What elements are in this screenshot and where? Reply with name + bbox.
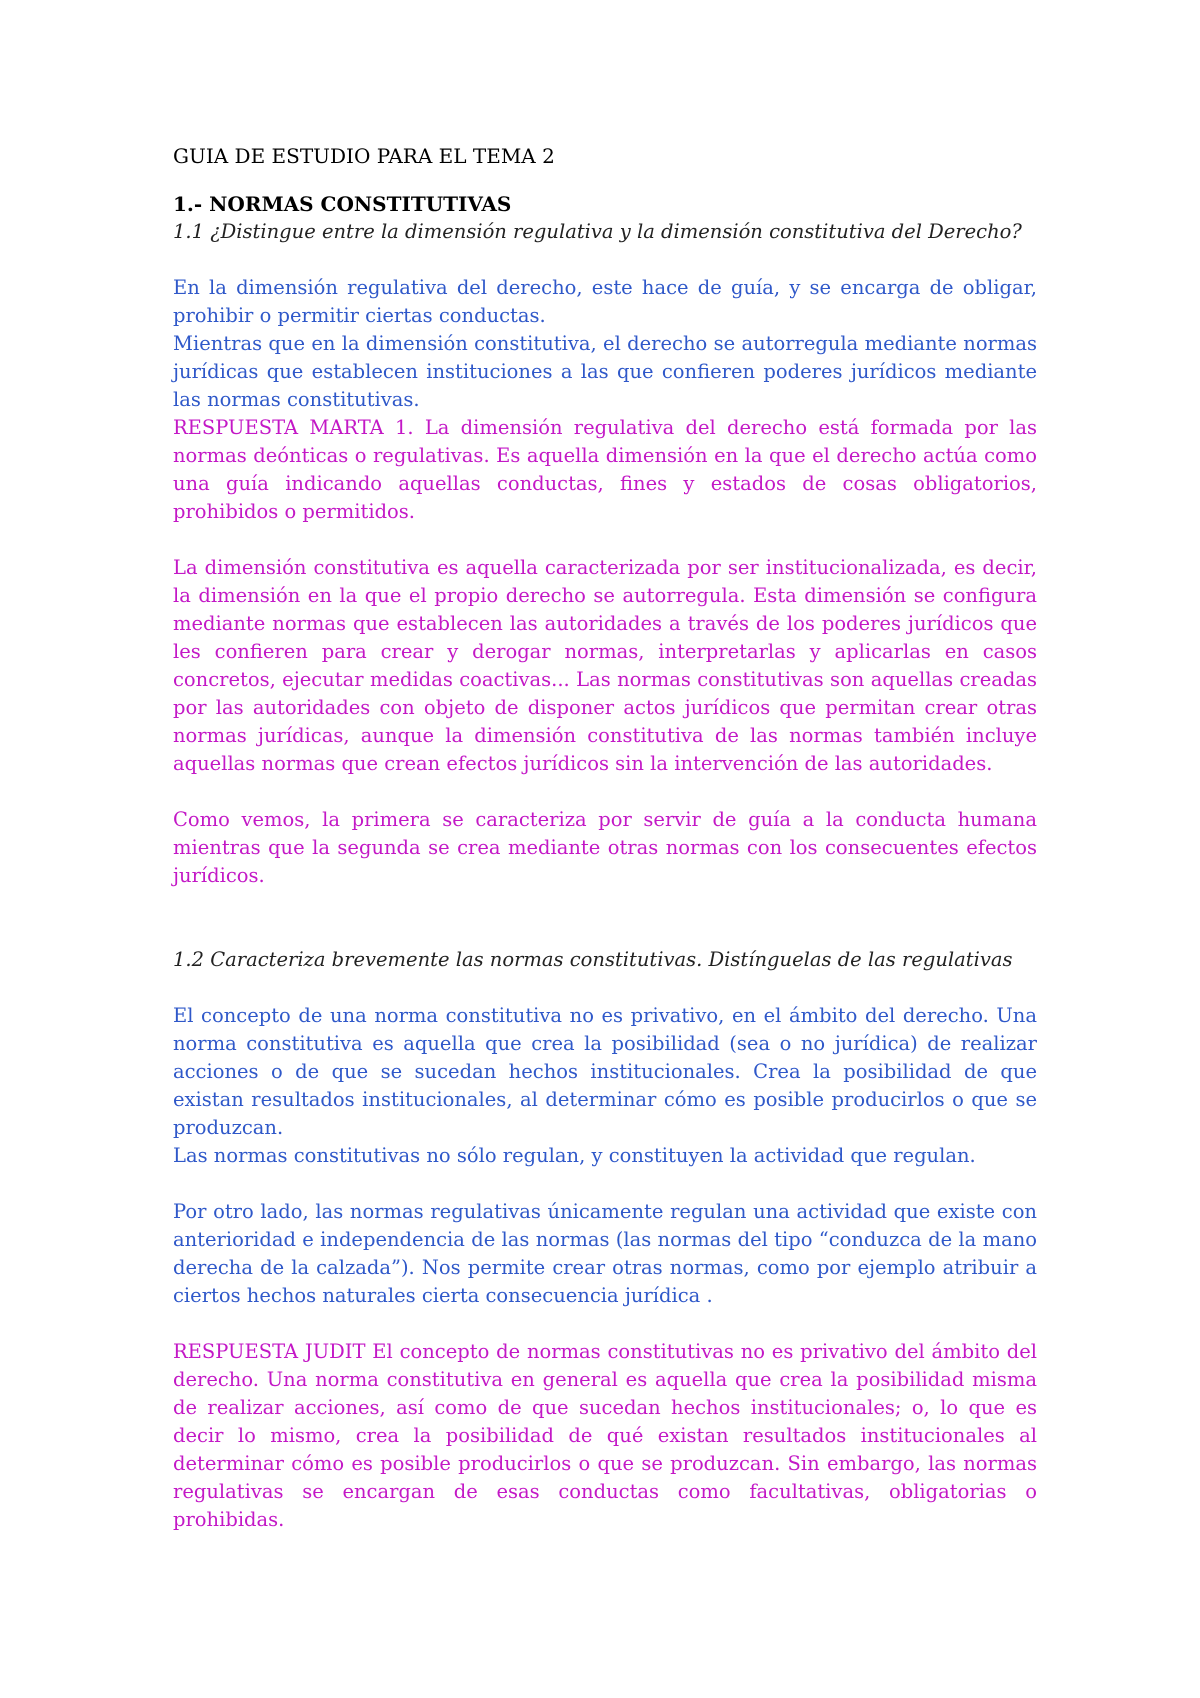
question-1-2: 1.2 Caracteriza brevemente las normas constitutivas. Distínguelas de las regulativas — [173, 948, 1013, 971]
answer-marta-paragraph-2: La dimensión constitutiva es aquella caracterizada por ser institucionalizada, es decir, la dimensión en la que el propio derecho se autorregula. Esta dimensión se configura mediante normas que establecen las autoridades a través de los poderes jurídicos que les confieren para crear y derogar normas, interpretarlas y aplicarlas en casos concretos, ejecutar medidas coactivas... Las normas constitutivas son aquellas creadas por las autoridades con objeto de disponer actos jurídicos que permitan crear otras normas jurídicas, aunque la dimensión constitutiva de las normas también incluye aquellas normas que crean efectos jurídicos sin la intervención de las autoridades. — [173, 556, 1037, 775]
answer-1-2-paragraph-2: Las normas constitutivas no sólo regulan, y constituyen la actividad que regulan. — [173, 1144, 976, 1167]
answer-marta-paragraph-1: RESPUESTA MARTA 1. La dimensión regulativa del derecho está formada por las normas deónticas o regulativas. Es aquella dimensión en la que el derecho actúa como una guía indicando aquellas conductas, fines y estados de cosas obligatorios, prohibidos o permitidos. — [173, 416, 1037, 523]
document-page — [173, 142, 1037, 1534]
section-heading: 1.- NORMAS CONSTITUTIVAS — [173, 192, 512, 216]
answer-1-1-paragraph-1: En la dimensión regulativa del derecho, este hace de guía, y se encarga de obligar, prohibir o permitir ciertas conductas. — [173, 276, 1037, 327]
answer-1-2-paragraph-1: El concepto de una norma constitutiva no es privativo, en el ámbito del derecho. Una norma constitutiva es aquella que crea la posibilidad (sea o no jurídica) de realizar acciones o de que se sucedan hechos institucionales. Crea la posibilidad de que existan resultados institucionales, al determinar cómo es posible producirlos o que se produzcan. — [173, 1004, 1037, 1139]
answer-judit-paragraph-1: RESPUESTA JUDIT El concepto de normas constitutivas no es privativo del ámbito del derecho. Una norma constitutiva en general es aquella que crea la posibilidad misma de realizar acciones, así como de que sucedan hechos institucionales; o, lo que es decir lo mismo, crea la posibilidad de qué existan resultados institucionales al determinar cómo es posible producirlos o que se produzcan. Sin embargo, las normas regulativas se encargan de esas conductas como facultativas, obligatorias o prohibidas. — [173, 1340, 1037, 1531]
answer-1-1-paragraph-2: Mientras que en la dimensión constitutiva, el derecho se autorregula mediante normas jurídicas que establecen instituciones a las que confieren poderes jurídicos mediante las normas constitutivas. — [173, 332, 1037, 411]
answer-1-2-paragraph-3: Por otro lado, las normas regulativas únicamente regulan una actividad que existe con anterioridad e independencia de las normas (las normas del tipo “conduzca de la mano derecha de la calzada”). Nos permite crear otras normas, como por ejemplo atribuir a ciertos hechos naturales cierta consecuencia jurídica . — [173, 1200, 1037, 1307]
answer-marta-paragraph-3: Como vemos, la primera se caracteriza por servir de guía a la conducta humana mientras que la segunda se crea mediante otras normas con los consecuentes efectos jurídicos. — [173, 808, 1037, 887]
question-1-1: 1.1 ¿Distingue entre la dimensión regulativa y la dimensión constitutiva del Derecho? — [173, 220, 1022, 243]
document-title: GUIA DE ESTUDIO PARA EL TEMA 2 — [173, 144, 555, 168]
